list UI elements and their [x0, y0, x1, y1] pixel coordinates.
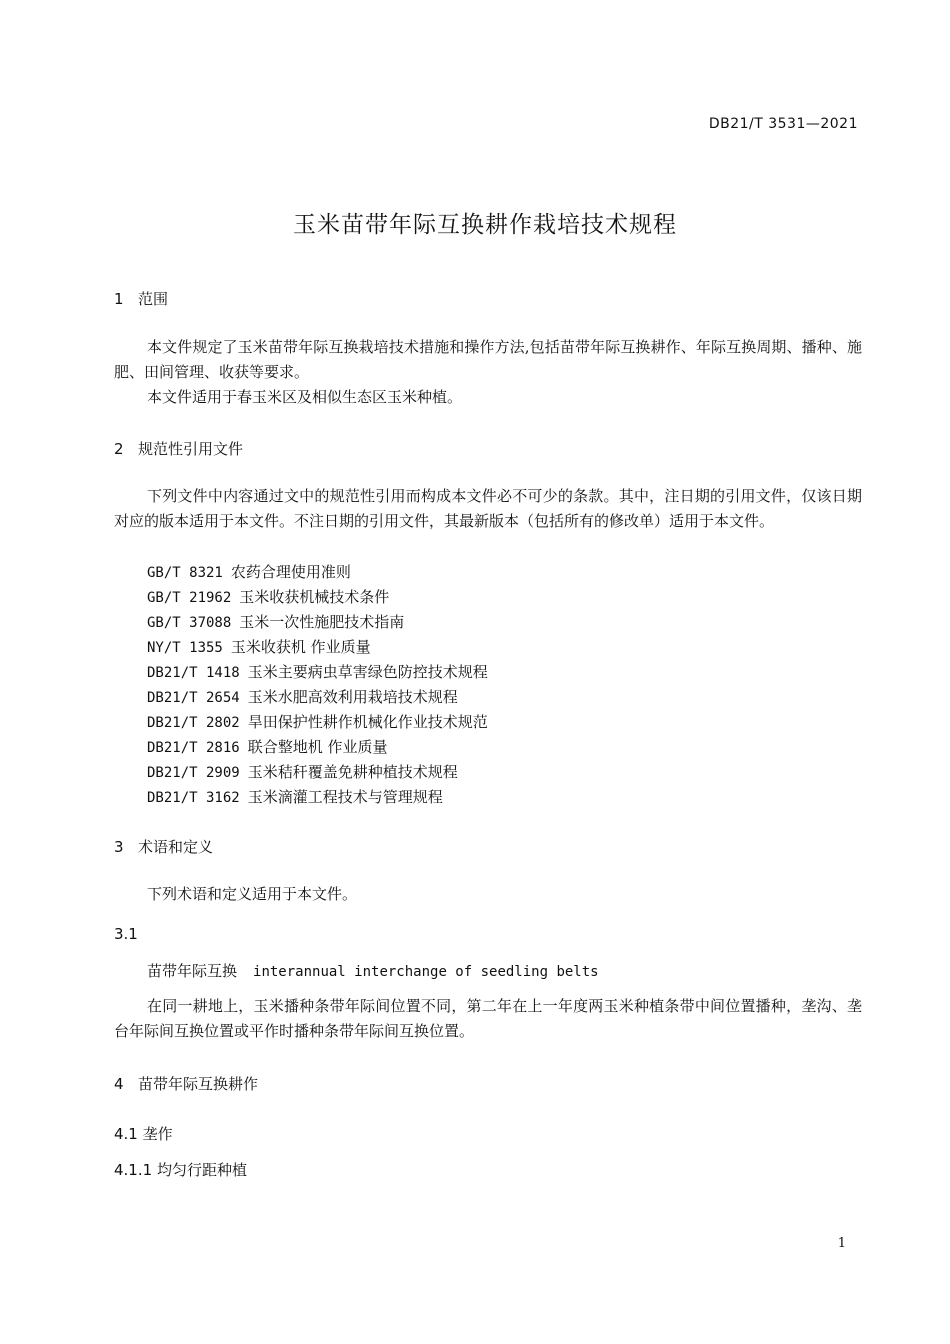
reference-name: 玉米收获机 作业质量 — [230, 638, 371, 656]
reference-name: 联合整地机 作业质量 — [247, 738, 388, 756]
reference-name: 旱田保护性耕作机械化作业技术规范 — [247, 713, 488, 731]
section-1-number: 1 — [114, 290, 124, 308]
reference-code: DB21/T 1418 — [147, 665, 240, 681]
section-1-paragraph-1: 本文件规定了玉米苗带年际互换栽培技术措施和操作方法,包括苗带年际互换耕作、年际互换周期、播种、施肥、田间管理、收获等要求。 — [114, 338, 862, 381]
subsection-4-1-heading — [114, 1123, 173, 1144]
subsection-4-1-1-heading — [114, 1159, 247, 1180]
document-title: 玉米苗带年际互换耕作栽培技术规程 — [293, 212, 677, 238]
reference-name: 玉米一次性施肥技术指南 — [239, 613, 405, 631]
reference-item — [147, 562, 351, 583]
reference-code: DB21/T 3162 — [147, 790, 240, 806]
reference-code: DB21/T 2909 — [147, 765, 240, 781]
section-2-intro: 下列文件中内容通过文中的规范性引用而构成本文件必不可少的条款。其中，注日期的引用文件，仅该日期对应的版本适用于本文件。不注日期的引用文件，其最新版本（包括所有的修改单）适用于本文件。 — [114, 487, 862, 530]
term-english: interannual interchange of seedling belts — [253, 964, 599, 980]
section-3-number: 3 — [114, 838, 124, 856]
reference-code: GB/T 8321 — [147, 565, 223, 581]
section-1-paragraph-2: 本文件适用于春玉米区及相似生态区玉米种植。 — [147, 388, 463, 406]
reference-code: DB21/T 2816 — [147, 740, 240, 756]
reference-item — [147, 787, 443, 808]
section-2-number: 2 — [114, 440, 124, 458]
reference-name: 玉米收获机械技术条件 — [239, 588, 390, 606]
reference-item — [147, 712, 488, 733]
reference-name: 玉米滴灌工程技术与管理规程 — [247, 788, 443, 806]
subsection-4-1-number: 4.1 — [114, 1125, 138, 1143]
reference-item — [147, 687, 458, 708]
subsection-4-1-title: 垄作 — [142, 1125, 173, 1143]
reference-name: 玉米秸秆覆盖免耕种植技术规程 — [247, 763, 458, 781]
section-3-heading — [114, 836, 213, 857]
section-3-intro: 下列术语和定义适用于本文件。 — [147, 885, 358, 903]
subsection-4-1-1-number: 4.1.1 — [114, 1161, 153, 1179]
section-4-title: 苗带年际互换耕作 — [138, 1075, 259, 1093]
section-4-number: 4 — [114, 1075, 124, 1093]
reference-code: GB/T 21962 — [147, 590, 232, 606]
section-4-heading — [114, 1073, 258, 1094]
reference-item — [147, 737, 388, 758]
reference-item — [147, 662, 488, 683]
reference-code: DB21/T 2654 — [147, 690, 240, 706]
reference-item — [147, 762, 458, 783]
reference-name: 玉米主要病虫草害绿色防控技术规程 — [247, 663, 488, 681]
reference-name: 玉米水肥高效利用栽培技术规程 — [247, 688, 458, 706]
section-1-title: 范围 — [138, 290, 169, 308]
term-definition: 在同一耕地上，玉米播种条带年际间位置不同，第二年在上一年度两玉米种植条带中间位置播种，垄沟、垄台年际间互换位置或平作时播种条带年际间互换位置。 — [114, 997, 862, 1040]
subsection-4-1-1-title: 均匀行距种植 — [156, 1161, 247, 1179]
reference-code: GB/T 37088 — [147, 615, 232, 631]
section-1-heading — [114, 288, 168, 309]
section-3-title: 术语和定义 — [138, 838, 214, 856]
term-number: 3.1 — [114, 925, 138, 943]
section-2-heading — [114, 438, 243, 459]
reference-code: DB21/T 2802 — [147, 715, 240, 731]
term-chinese: 苗带年际互换 — [147, 962, 238, 980]
section-2-title: 规范性引用文件 — [138, 440, 244, 458]
reference-item — [147, 587, 389, 608]
reference-item — [147, 612, 404, 633]
reference-name: 农药合理使用准则 — [230, 563, 351, 581]
standard-code: DB21/T 3531—2021 — [708, 116, 858, 132]
page-number: 1 — [837, 1236, 846, 1251]
reference-item — [147, 637, 371, 658]
reference-code: NY/T 1355 — [147, 640, 223, 656]
term-entry — [147, 960, 599, 981]
